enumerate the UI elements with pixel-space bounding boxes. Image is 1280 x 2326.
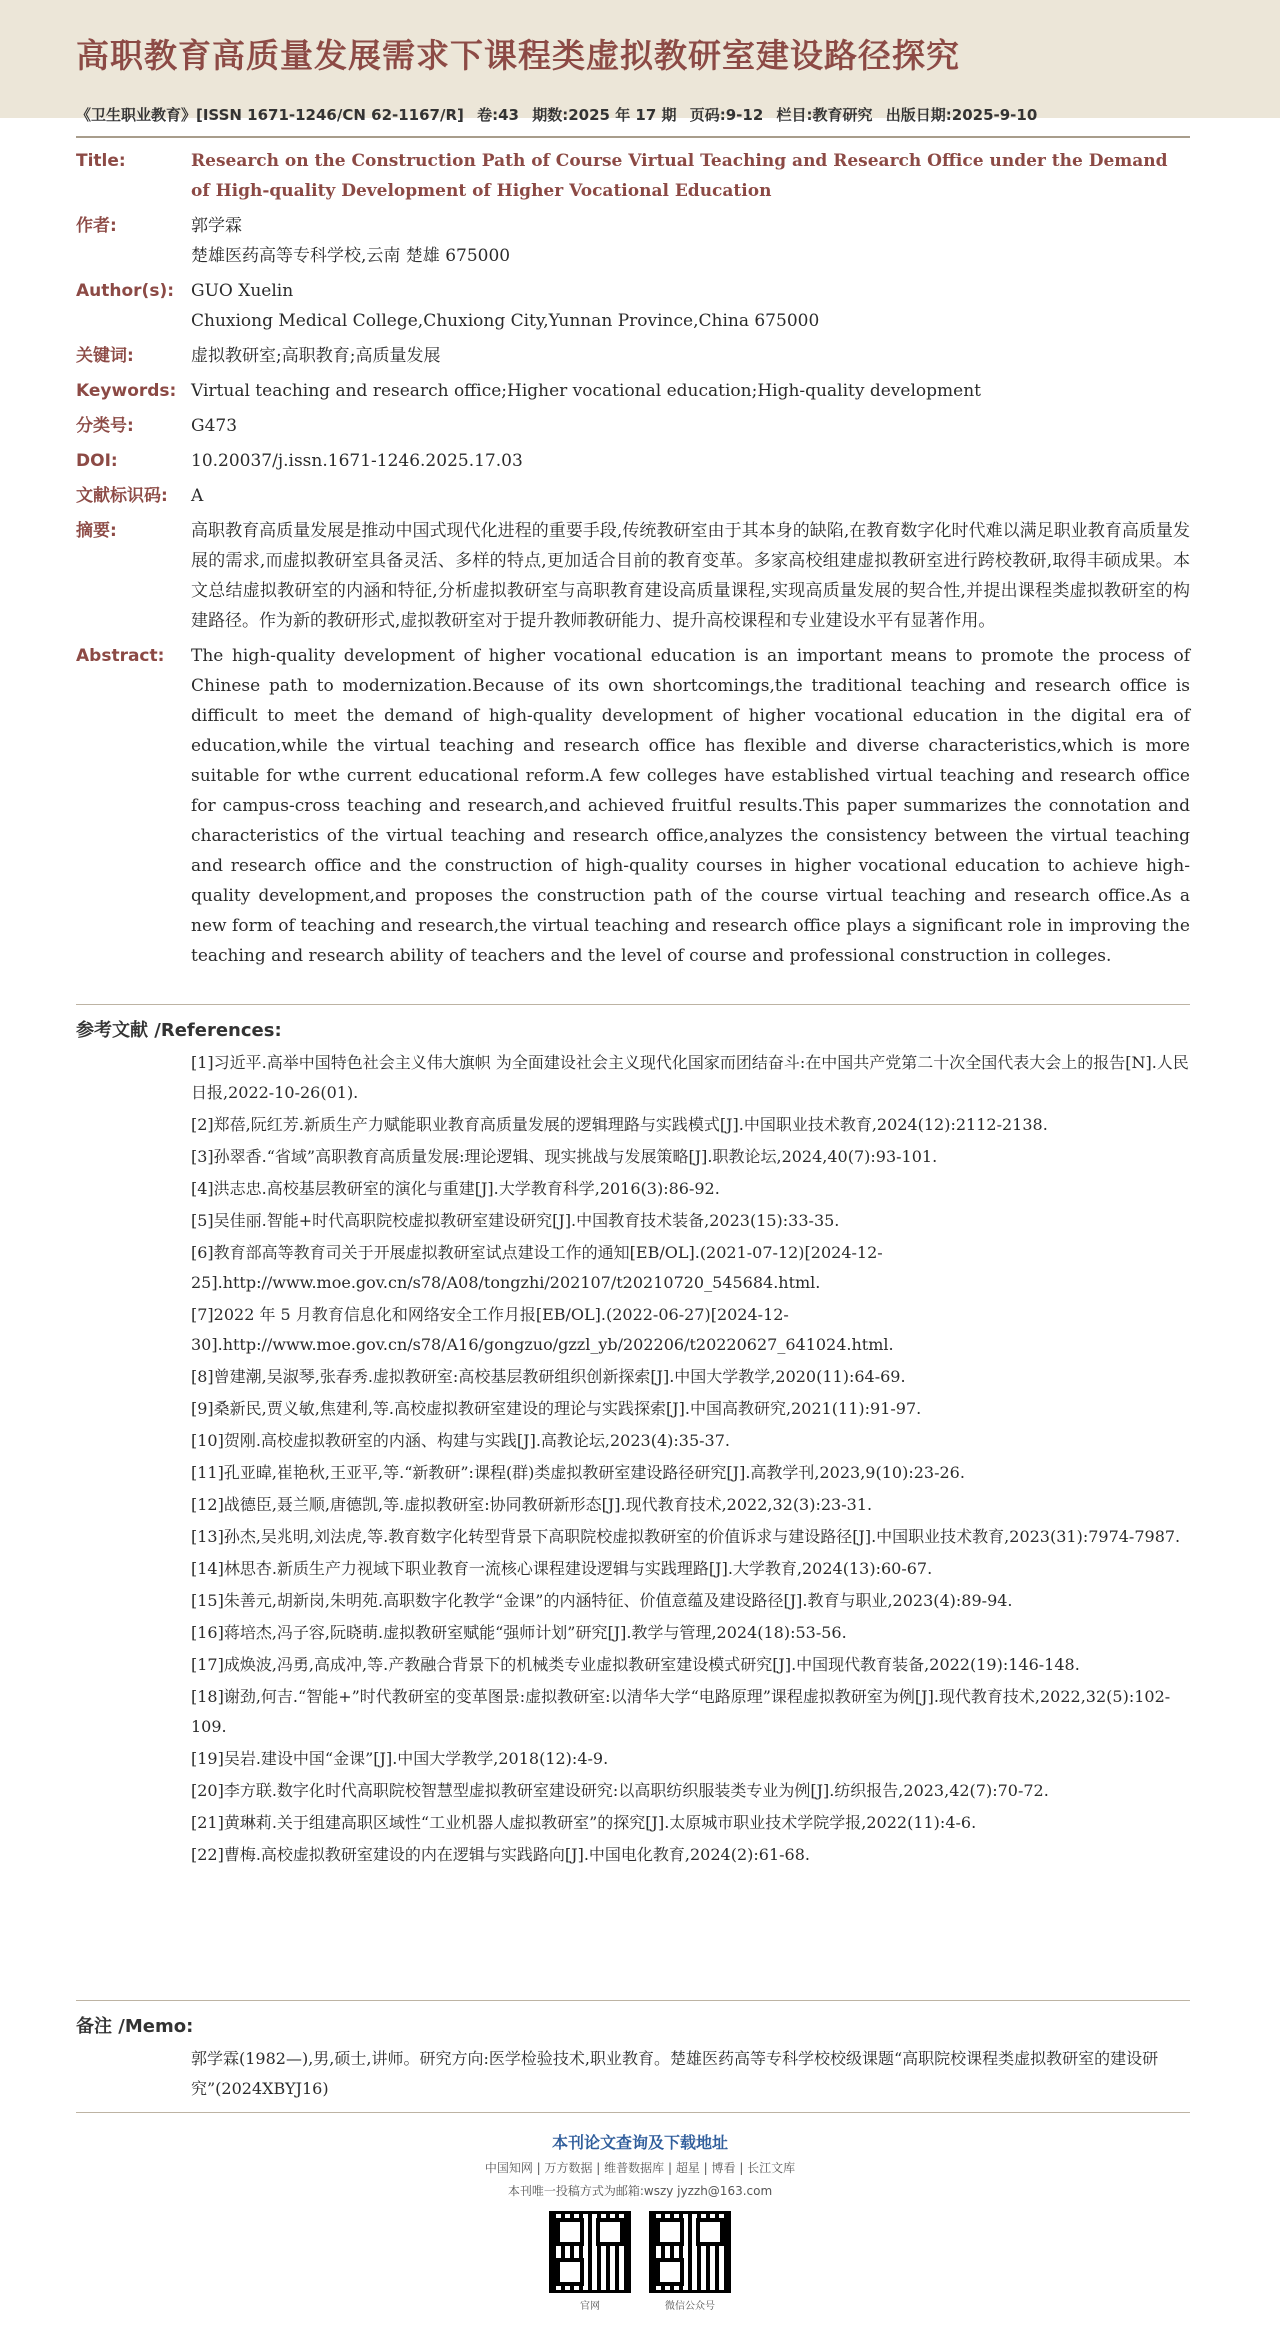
reference-item: [19]吴岩.建设中国“金课”[J].中国大学教学,2018(12):4-9.	[191, 1749, 609, 1768]
title-value: Research on the Construction Path of Course Virtual Teaching and Research Office under the Demand of High-quality Development of Higher Vocational Education	[191, 151, 1168, 201]
class-row	[76, 411, 1190, 441]
qr-wechat-caption: 微信公众号	[665, 2301, 715, 2312]
reference-item: [9]桑新民,贾义敏,焦建利,等.高校虚拟教研室建设的理论与实践探索[J].中国高教研究,2021(11):91-97.	[191, 1399, 922, 1418]
doi-value: 10.20037/j.issn.1671-1246.2025.17.03	[191, 451, 523, 471]
qr-wechat	[649, 2211, 731, 2312]
reference-item: [5]吴佳丽.智能+时代高职院校虚拟教研室建设研究[J].中国教育技术装备,2023(15):33-35.	[191, 1211, 840, 1230]
qr-code-icon	[649, 2211, 731, 2293]
reference-item: [10]贺刚.高校虚拟教研室的内涵、构建与实践[J].高教论坛,2023(4):35-37.	[191, 1431, 730, 1450]
divider	[76, 2112, 1190, 2113]
divider	[76, 2000, 1190, 2001]
keywords-en-row	[76, 376, 1190, 406]
reference-item: [7]2022 年 5 月教育信息化和网络安全工作月报[EB/OL].(2022-06-27)[2024-12-30].http://www.moe.gov.cn/s78/A16/gongzuo/gzzl_yb/202206/t20220627_641024.html.	[191, 1305, 894, 1354]
reference-item: [1]习近平.高举中国特色社会主义伟大旗帜 为全面建设社会主义现代化国家而团结奋斗:在中国共产党第二十次全国代表大会上的报告[N].人民日报,2022-10-26(01).	[191, 1053, 1189, 1102]
abstract-en-text: The high-quality development of higher vocational education is an important means to promote the process of Chinese path to modernization.Because of its own shortcomings,the traditional teaching and research office is difficult to meet the demand of high-quality development of higher vocational education in the digital era of education,while the virtual teaching and research office has flexible and diverse characteristics,which is more suitable for wthe current educational reform.A few colleges have established virtual teaching and research office for campus-cross teaching and research,and achieved fruitful results.This paper summarizes the connotation and characteristics of the virtual teaching and research office,analyzes the consistency between the virtual teaching and research office and the construction of high-quality courses in higher vocational education to achieve high-quality development,and proposes the construction path of the course virtual teaching and research office.As a new form of teaching and research,the virtual teaching and research office plays a significant role in improving the teaching and research ability of teachers and the level of course and professional construction in colleges.	[191, 646, 1190, 966]
metadata-fields	[76, 146, 1190, 976]
journal-info: 《卫生职业教育》[ISSN 1671-1246/CN 62-1167/R]	[76, 106, 464, 124]
keywords-cn-label: 关键词:	[76, 346, 134, 366]
keywords-en-label: Keywords:	[76, 381, 177, 401]
qr-code-icon	[549, 2211, 631, 2293]
references-section	[76, 1016, 1190, 1872]
reference-item: [22]曹梅.高校虚拟教研室建设的内在逻辑与实践路向[J].中国电化教育,2024(2):61-68.	[191, 1845, 810, 1864]
class-label: 分类号:	[76, 416, 134, 436]
doc-id-label: 文献标识码:	[76, 486, 168, 506]
keywords-cn-value: 虚拟教研室;高职教育;高质量发展	[191, 346, 441, 366]
memo-heading: 备注 /Memo:	[76, 2016, 194, 2037]
author-en-name: GUO Xuelin	[191, 281, 294, 301]
reference-item: [13]孙杰,吴兆明,刘法虎,等.教育数字化转型背景下高职院校虚拟教研室的价值诉求与建设路径[J].中国职业技术教育,2023(31):7974-7987.	[191, 1527, 1181, 1546]
reference-item: [16]蒋培杰,冯子容,阮晓萌.虚拟教研室赋能“强师计划”研究[J].教学与管理,2024(18):53-56.	[191, 1623, 847, 1642]
title-banner	[0, 0, 1280, 118]
reference-item: [8]曾建潮,吴淑琴,张春秀.虚拟教研室:高校基层教研组织创新探索[J].中国大学教学,2020(11):64-69.	[191, 1367, 906, 1386]
keywords-en-value: Virtual teaching and research office;Higher vocational education;High-quality development	[191, 381, 981, 401]
pages-info: 页码:9-12	[689, 106, 764, 124]
qr-website	[549, 2211, 631, 2312]
author-en-row	[76, 276, 1190, 336]
author-affiliation: 楚雄医药高等专科学校,云南 楚雄 675000	[191, 246, 511, 266]
abstract-en-row	[76, 641, 1190, 971]
author-en-label: Author(s):	[76, 281, 175, 301]
author-name: 郭学霖	[191, 216, 242, 236]
footer-mail: 本刊唯一投稿方式为邮箱:wszy jyzzh@163.com	[507, 2184, 773, 2198]
divider	[76, 1004, 1190, 1005]
reference-item: [17]成焕波,冯勇,高成冲,等.产教融合背景下的机械类专业虚拟教研室建设模式研究[J].中国现代教育装备,2022(19):146-148.	[191, 1655, 1080, 1674]
abstract-cn-text: 高职教育高质量发展是推动中国式现代化进程的重要手段,传统教研室由于其本身的缺陷,在教育数字化时代难以满足职业教育高质量发展的需求,而虚拟教研室具备灵活、多样的特点,更加适合目前的教育变革。多家高校组建虚拟教研室进行跨校教研,取得丰硕成果。本文总结虚拟教研室的内涵和特征,分析虚拟教研室与高职教育建设高质量课程,实现高质量发展的契合性,并提出课程类虚拟教研室的构建路径。作为新的教研形式,虚拟教研室对于提升教师教研能力、提升高校课程和专业建设水平有显著作用。	[191, 521, 1190, 631]
reference-item: [15]朱善元,胡新岗,朱明苑.高职数字化教学“金课”的内涵特征、价值意蕴及建设路径[J].教育与职业,2023(4):89-94.	[191, 1591, 1013, 1610]
doi-row	[76, 446, 1190, 476]
volume-info: 卷:43	[477, 106, 519, 124]
reference-item: [14]林思杏.新质生产力视域下职业教育一流核心课程建设逻辑与实践理路[J].大学教育,2024(13):60-67.	[191, 1559, 933, 1578]
doc-id-value: A	[191, 486, 204, 506]
footer-title: 本刊论文查询及下载地址	[551, 2133, 728, 2152]
doi-label: DOI:	[76, 451, 118, 471]
divider	[76, 136, 1190, 138]
reference-item: [12]战德臣,聂兰顺,唐德凯,等.虚拟教研室:协同教研新形态[J].现代教育技术,2022,32(3):23-31.	[191, 1495, 873, 1514]
pub-date-info: 出版日期:2025-9-10	[885, 106, 1038, 124]
qr-codes	[0, 2211, 1280, 2312]
footer-databases: 中国知网 | 万方数据 | 维普数据库 | 超星 | 博看 | 长江文库	[484, 2161, 796, 2175]
footer	[0, 2130, 1280, 2312]
title-label: Title:	[76, 151, 126, 171]
reference-item: [11]孔亚暐,崔艳秋,王亚平,等.“新教研”:课程(群)类虚拟教研室建设路径研究[J].高教学刊,2023,9(10):23-26.	[191, 1463, 965, 1482]
class-value: G473	[191, 416, 238, 436]
qr-website-caption: 官网	[580, 2301, 600, 2312]
doc-id-row	[76, 481, 1190, 511]
author-en-affiliation: Chuxiong Medical College,Chuxiong City,Yunnan Province,China 675000	[191, 311, 820, 331]
reference-item: [20]李方联.数字化时代高职院校智慧型虚拟教研室建设研究:以高职纺织服装类专业为例[J].纺织报告,2023,42(7):70-72.	[191, 1781, 1049, 1800]
reference-item: [18]谢劲,何吉.“智能+”时代教研室的变革图景:虚拟教研室:以清华大学“电路原理”课程虚拟教研室为例[J].现代教育技术,2022,32(5):102-109.	[191, 1687, 1171, 1736]
author-row	[76, 211, 1190, 271]
abstract-cn-label: 摘要:	[76, 521, 117, 541]
article-title: 高职教育高质量发展需求下课程类虚拟教研室建设路径探究	[76, 36, 960, 75]
references-list	[76, 1048, 1190, 1870]
issue-info: 期数:2025 年 17 期	[532, 106, 677, 124]
author-label: 作者:	[76, 216, 117, 236]
abstract-cn-row	[76, 516, 1190, 636]
abstract-en-label: Abstract:	[76, 646, 165, 666]
title-row	[76, 146, 1190, 206]
reference-item: [3]孙翠香.“省域”高职教育高质量发展:理论逻辑、现实挑战与发展策略[J].职教论坛,2024,40(7):93-101.	[191, 1147, 938, 1166]
column-info: 栏目:教育研究	[776, 106, 873, 124]
meta-line	[76, 104, 1216, 125]
reference-item: [2]郑蓓,阮红芳.新质生产力赋能职业教育高质量发展的逻辑理路与实践模式[J].中国职业技术教育,2024(12):2112-2138.	[191, 1115, 1048, 1134]
reference-item: [21]黄琳莉.关于组建高职区域性“工业机器人虚拟教研室”的探究[J].太原城市职业技术学院学报,2022(11):4-6.	[191, 1813, 977, 1832]
memo-section	[76, 2012, 1190, 2104]
reference-item: [6]教育部高等教育司关于开展虚拟教研室试点建设工作的通知[EB/OL].(2021-07-12)[2024-12-25].http://www.moe.gov.cn/s78/A08/tongzhi/202107/t20210720_545684.html.	[191, 1243, 883, 1292]
references-heading: 参考文献 /References:	[76, 1020, 282, 1041]
reference-item: [4]洪志忠.高校基层教研室的演化与重建[J].大学教育科学,2016(3):86-92.	[191, 1179, 720, 1198]
memo-text: 郭学霖(1982—),男,硕士,讲师。研究方向:医学检验技术,职业教育。楚雄医药高等专科学校校级课题“高职院校课程类虚拟教研室的建设研究”(2024XBYJ16)	[191, 2049, 1159, 2098]
keywords-cn-row	[76, 341, 1190, 371]
